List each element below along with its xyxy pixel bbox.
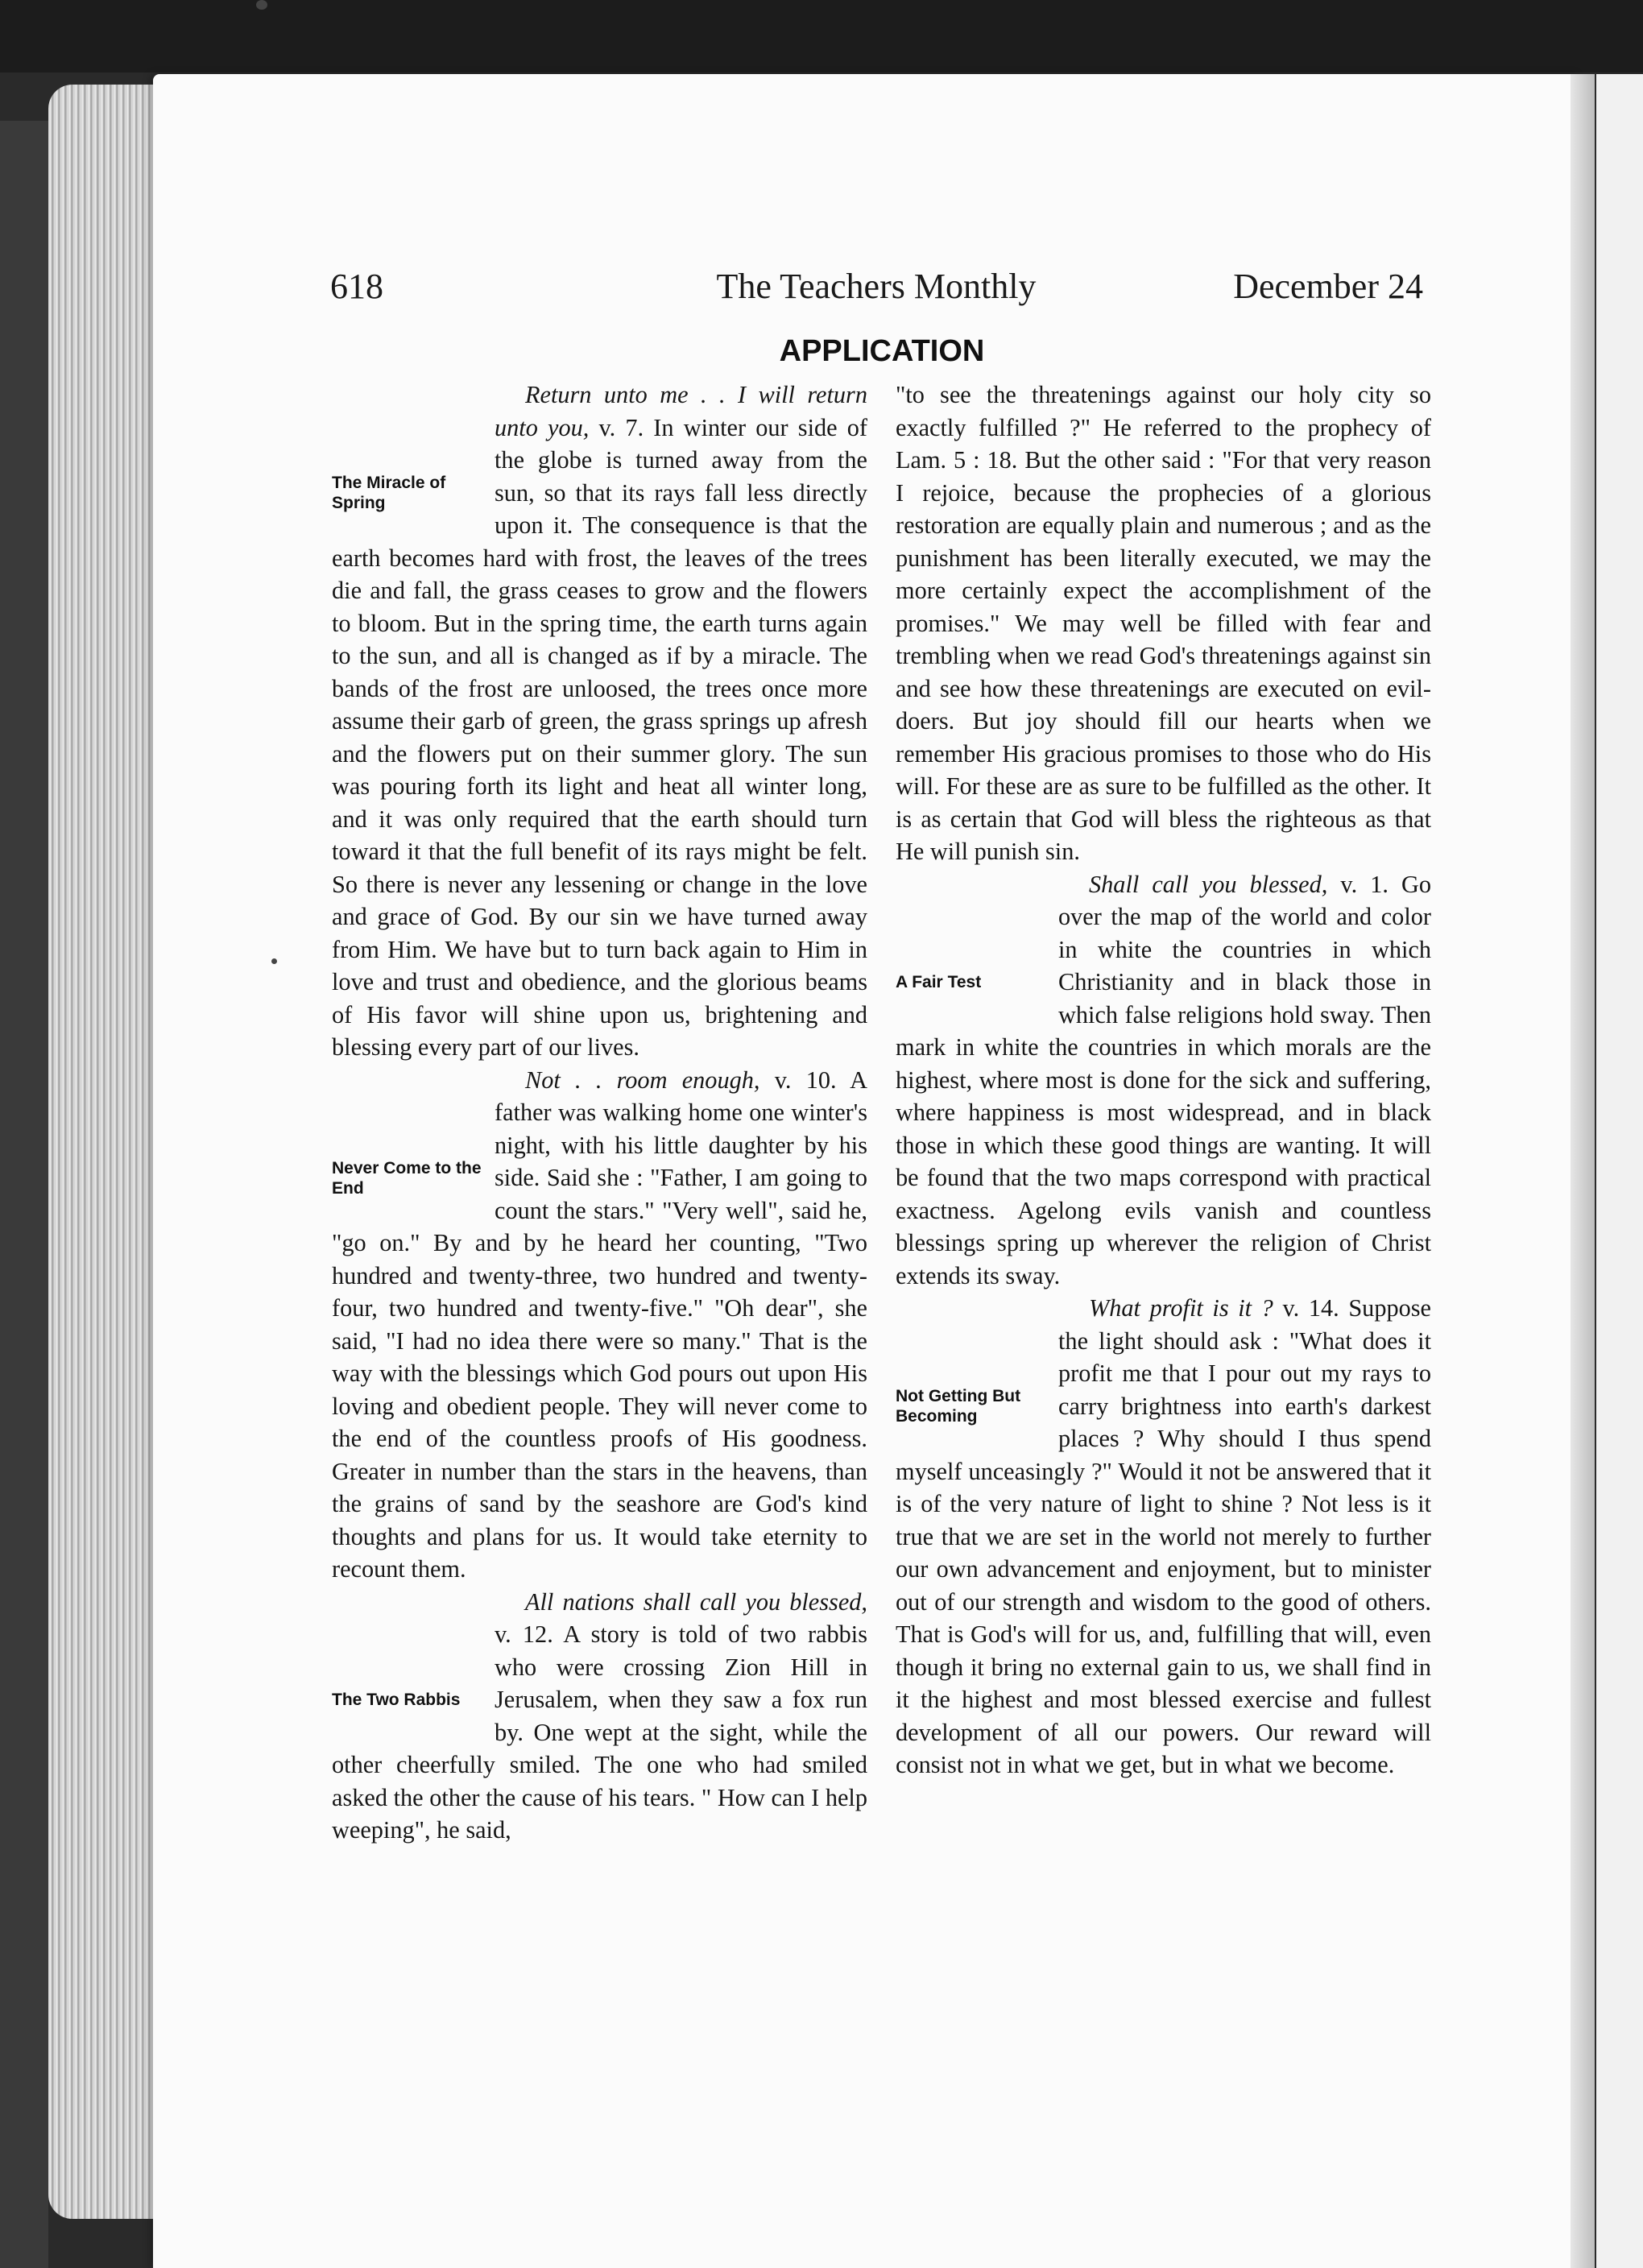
- paragraph-two-rabbis: [332, 1586, 867, 1847]
- scripture-lead: All nations shall call you blessed,: [525, 1587, 867, 1616]
- sidenote-not-getting-but-becoming: Not Getting But Becoming: [896, 1387, 1021, 1426]
- paragraph-miracle-of-spring: [332, 379, 867, 1064]
- paragraph-text: v. 7. In winter our side of the globe is turned away from the sun, so that its rays fall less directly upon it. The consequence is that the earth becomes hard with frost, the leaves of the trees die and fall, the grass ceases to grow and the flowers to bloom. But in the spring time, the earth turns again to the sun, and all is changed as if by a miracle. The bands of the frost are unloosed, the trees once more assume their garb of green, the grass springs up afresh and the flowers put on their summer glory. The sun was pouring forth its light and heat all winter long, and it was only required that the earth should turn toward it that the full benefit of its rays might be felt. So there is never any lessening or change in the love and grace of God. By our sin we have turned away from Him. We have but to turn back again to Him in love and trust and obedience, and the glorious beams of His favor will shine upon us, brightening and blessing every part of our lives.: [332, 413, 867, 1061]
- paragraph-continued: [896, 379, 1431, 868]
- scan-speck: [271, 958, 277, 964]
- scripture-lead: Not . . room enough,: [525, 1066, 760, 1094]
- paragraph-fair-test: [896, 868, 1431, 1293]
- section-title: APPLICATION: [779, 334, 985, 368]
- paragraph-not-getting: [896, 1292, 1431, 1782]
- journal-title: The Teachers Monthly: [716, 267, 1037, 306]
- paragraph-text: v. 1. Go over the map of the world and color in white the countries in which Christianity and in black those in which false religions hold sway. Then mark in white the countries in which morals are the highest, where most is done for the sick and suffering, where happiness is most widespread, and in black those in which these good things are wanting. It will be found that the two maps correspond with practical exactness. Agelong evils vanish and countless blessings spring up wherever the religion of Christ extends its sway.: [896, 870, 1431, 1289]
- paragraph-never-come-to-end: [332, 1064, 867, 1586]
- left-column: [332, 379, 867, 1847]
- sidenote-never-come-to-the-end: Never Come to the End: [332, 1158, 482, 1198]
- page-gutter-shadow: [1571, 74, 1595, 2268]
- paragraph-text: v. 14. Suppose the light should ask : "What does it profit me that I pour out my rays to carry brightness into earth's darkest places ? Why should I thus spend myself unceasingly ?" Would it not be answered that it is of the very nature of light to shine ? Not less is it true that we are set in the world not merely to further our own advancement and enjoyment, but to minister out of our strength and wisdom to the good of others. That is God's will for us, and, fulfilling that will, even though it bring no external gain to us, we shall find in it the highest and most blessed exercise and fullest development of all our powers. Our reward will consist not in what we get, but in what we become.: [896, 1294, 1432, 1778]
- paragraph-text: "to see the threatenings against our holy city so exactly fulfilled ?" He referred to the prophecy of Lam. 5 : 18. But the other said : "For that very reason I rejoice, because the prophecies of a glorious restoration are equally plain and numerous ; and as the punishment has been literally executed, we may the more certainly expect the accomplishment of the promises." We may well be filled with fear and trembling when we read God's threatenings against sin and see how these threatenings are executed on evil-doers. But joy should fill our hearts when we remember His gracious promises to those who do His will. For these are as sure to be fulfilled as the other. It is as certain that God will bless the righteous as that He will punish sin.: [896, 381, 1431, 865]
- scripture-lead: What profit is it ?: [1089, 1294, 1273, 1322]
- book-spine: [0, 121, 48, 2268]
- facing-page-edge: [1596, 74, 1643, 2268]
- page-number: 618: [330, 267, 383, 306]
- issue-date: December 24: [1233, 267, 1423, 306]
- page-edges: [48, 85, 169, 2219]
- paragraph-text: v. 10. A father was walking home one winter's night, with his little daughter by his side. Said she : "Father, I am going to count the stars." "Very well", said he, "go on." By and by he heard her counting, "Two hundred and twenty-three, two hundred and twenty-four, two hundred and twenty-five." "Oh dear", she said, "I had no idea there were so many." That is the way with the blessings which God pours out upon His loving and obedient people. They will never come to the end of the countless proofs of His goodness. Greater in number than the stars in the heavens, than the grains of sand by the seashore are God's kind thoughts and plans for us. It would take eternity to recount them.: [332, 1066, 868, 1583]
- scripture-lead: Shall call you blessed,: [1089, 870, 1328, 898]
- scan-speck: [256, 0, 267, 10]
- sidenote-the-two-rabbis: The Two Rabbis: [332, 1691, 461, 1709]
- sidenote-miracle-of-spring: The Miracle of Spring: [332, 474, 446, 512]
- paragraph-text: v. 12. A story is told of two rabbis who were crossing Zion Hill in Jerusalem, when they saw a fox run by. One wept at the sight, while the other cheerfully smiled. The one who had smiled asked the other the cause of his tears. " How can I help weeping", he said,: [332, 1620, 867, 1844]
- scanner-background: [0, 0, 1643, 72]
- right-column: [896, 379, 1431, 1782]
- sidenote-a-fair-test: A Fair Test: [896, 973, 982, 991]
- scripture-lead: Return unto me . . I will return unto you,: [495, 381, 867, 441]
